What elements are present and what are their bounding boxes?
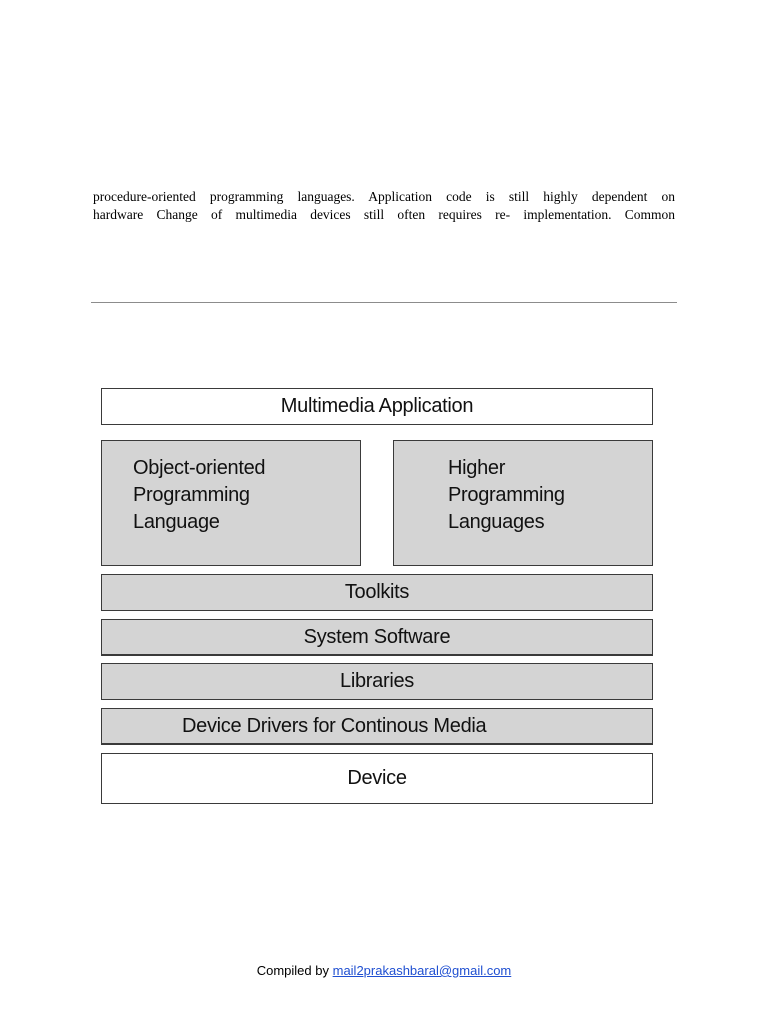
body-paragraph [93,188,675,224]
layer-device [101,753,653,804]
layer-system-software-label: System Software [303,625,451,648]
layer-device-drivers [101,708,653,745]
layer-system-software [101,619,653,656]
footer-email-link[interactable]: mail2prakashbaral@gmail.com [332,963,512,978]
layer-object-oriented-language [101,440,361,566]
higher-line-2: Programming [448,484,565,506]
horizontal-divider [91,302,677,303]
footer-prefix: Compiled by [256,963,329,978]
page-footer [0,963,768,978]
oop-line-3: Language [133,511,220,533]
layer-toolkits-label: Toolkits [344,581,410,603]
oop-line-1: Object-oriented [133,457,266,479]
higher-line-1: Higher [448,457,506,479]
paragraph-line-2: hardware Change of multimedia devices still often requires re- implementation. Common [93,207,675,222]
layer-higher-programming-languages [393,440,653,566]
higher-line-3: Languages [448,511,545,533]
layer-libraries [101,663,653,700]
layer-toolkits [101,574,653,611]
layer-multimedia-application [101,388,653,425]
oop-line-2: Programming [133,484,250,506]
layer-device-label: Device [347,767,407,789]
layer-multimedia-application-label: Multimedia Application [280,395,474,417]
paragraph-line-1: procedure-oriented programming languages. Application code is still highly dependent on [93,189,675,204]
layer-libraries-label: Libraries [340,670,414,692]
layer-device-drivers-label: Device Drivers for Continous Media [182,714,487,737]
